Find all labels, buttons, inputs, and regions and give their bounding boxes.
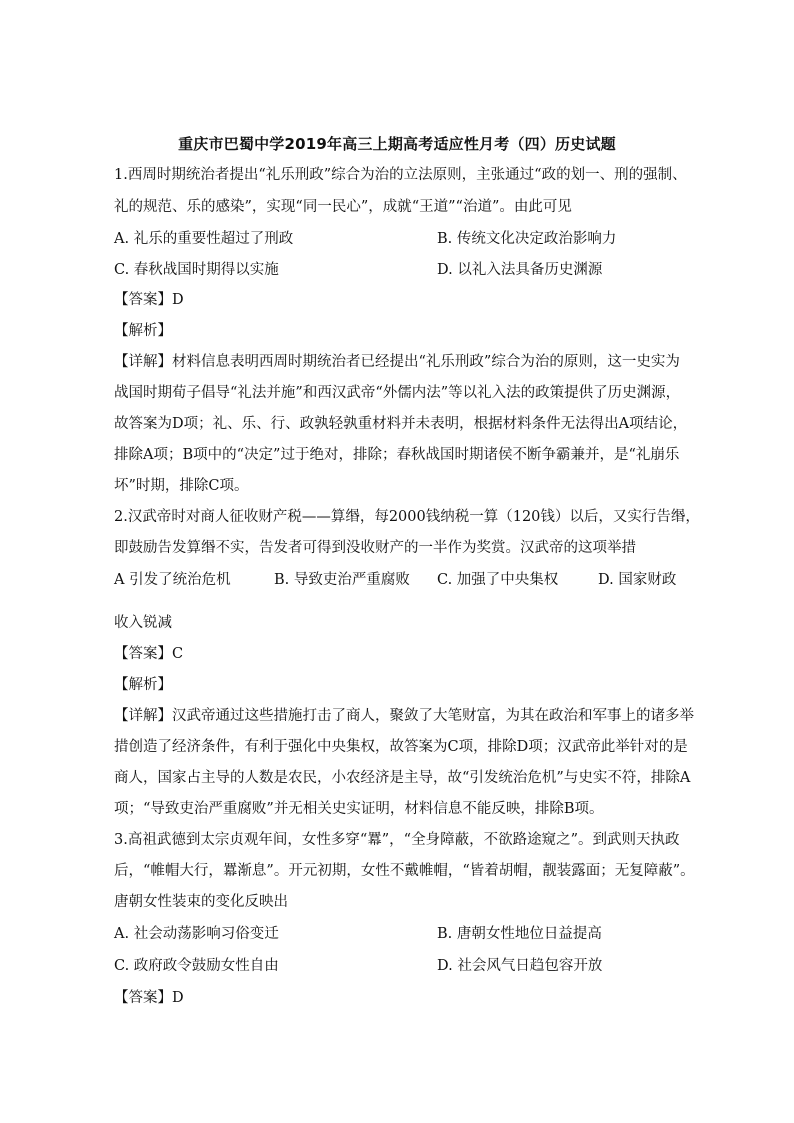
q2-detail-line-3: 商人，国家占主导的人数是农民，小农经济是主导，故“引发统治危机”与史实不符，排除A [114, 770, 691, 786]
q2-option-b: B. 导致吏治严重腐败 [274, 572, 410, 588]
q3-stem-line-3: 唐朝女性装束的变化反映出 [114, 894, 288, 910]
q3-option-a: A. 社会动荡影响习俗变迁 [114, 926, 279, 942]
q2-analysis-heading: 【解析】 [114, 677, 172, 693]
q2-option-c: C. 加强了中央集权 [437, 572, 559, 588]
q3-option-b: B. 唐朝女性地位日益提高 [437, 926, 602, 942]
page-title: 重庆市巴蜀中学2019年高三上期高考适应性月考（四）历史试题 [178, 135, 616, 153]
q1-detail-line-4: 排除A项；B项中的“决定”过于绝对，排除；春秋战国时期诸侯不断争霸兼并，是“礼崩乐 [114, 447, 680, 463]
q2-stem-line-2: 即鼓励告发算缗不实，告发者可得到没收财产的一半作为奖赏。汉武帝的这项举措 [114, 540, 636, 556]
q2-stem-line-1: 2.汉武帝时对商人征收财产税——算缗，每2000钱纳税一算（120钱）以后，又实行告缗， [114, 509, 700, 525]
q1-option-a: A. 礼乐的重要性超过了刑政 [114, 231, 294, 247]
q1-option-c: C. 春秋战国时期得以实施 [114, 262, 279, 278]
q2-option-a: A 引发了统治危机 [114, 572, 231, 588]
q1-answer: 【答案】D [114, 292, 184, 308]
q2-option-d: D. 国家财政 [598, 572, 677, 588]
q3-option-d: D. 社会风气日趋包容开放 [437, 958, 603, 974]
q2-detail-line-1: 【详解】汉武帝通过这些措施打击了商人，聚敛了大笔财富，为其在政治和军事上的诸多举 [114, 708, 694, 724]
q3-option-c: C. 政府政令鼓励女性自由 [114, 958, 279, 974]
q1-detail-line-2: 战国时期荀子倡导“礼法并施”和西汉武帝“外儒内法”等以礼入法的政策提供了历史渊源， [114, 385, 681, 401]
q3-answer: 【答案】D [114, 990, 184, 1006]
q1-detail-line-3: 故答案为D项；礼、乐、行、政孰轻孰重材料并未表明，根据材料条件无法得出A项结论， [114, 416, 688, 432]
q2-detail-line-2: 措创造了经济条件，有利于强化中央集权，故答案为C项，排除D项；汉武帝此举针对的是 [114, 739, 688, 755]
q2-option-d-continued: 收入锐减 [114, 615, 172, 631]
q2-detail-line-4: 项；“导致吏治严重腐败”并无相关史实证明，材料信息不能反映，排除B项。 [114, 801, 604, 817]
q1-stem-line-2: 礼的规范、乐的感染”，实现“同一民心”，成就“王道”“治道”。由此可见 [114, 199, 572, 215]
q1-stem-line-1: 1.西周时期统治者提出“礼乐刑政”综合为治的立法原则，主张通过“政的划一、刑的强制、 [114, 167, 687, 183]
q1-detail-line-1: 【详解】材料信息表明西周时期统治者已经提出“礼乐刑政”综合为治的原则，这一史实为 [114, 354, 680, 370]
q1-analysis-heading: 【解析】 [114, 323, 172, 339]
q1-option-d: D. 以礼入法具备历史渊源 [437, 262, 603, 278]
q2-answer: 【答案】C [114, 646, 184, 662]
faint-watermark [668, 794, 748, 818]
q3-stem-line-1: 3.高祖武德到太宗贞观年间，女性多穿“羃”，“全身障蔽，不欲路途窥之”。到武则天执政 [114, 832, 680, 848]
q1-option-b: B. 传统文化决定政治影响力 [437, 231, 617, 247]
q3-stem-line-2: 后，“帷帽大行，羃渐息”。开元初期，女性不戴帷帽，“皆着胡帽，靓装露面；无复障蔽”。 [114, 863, 695, 879]
q1-detail-line-5: 坏”时期，排除C项。 [114, 478, 249, 494]
